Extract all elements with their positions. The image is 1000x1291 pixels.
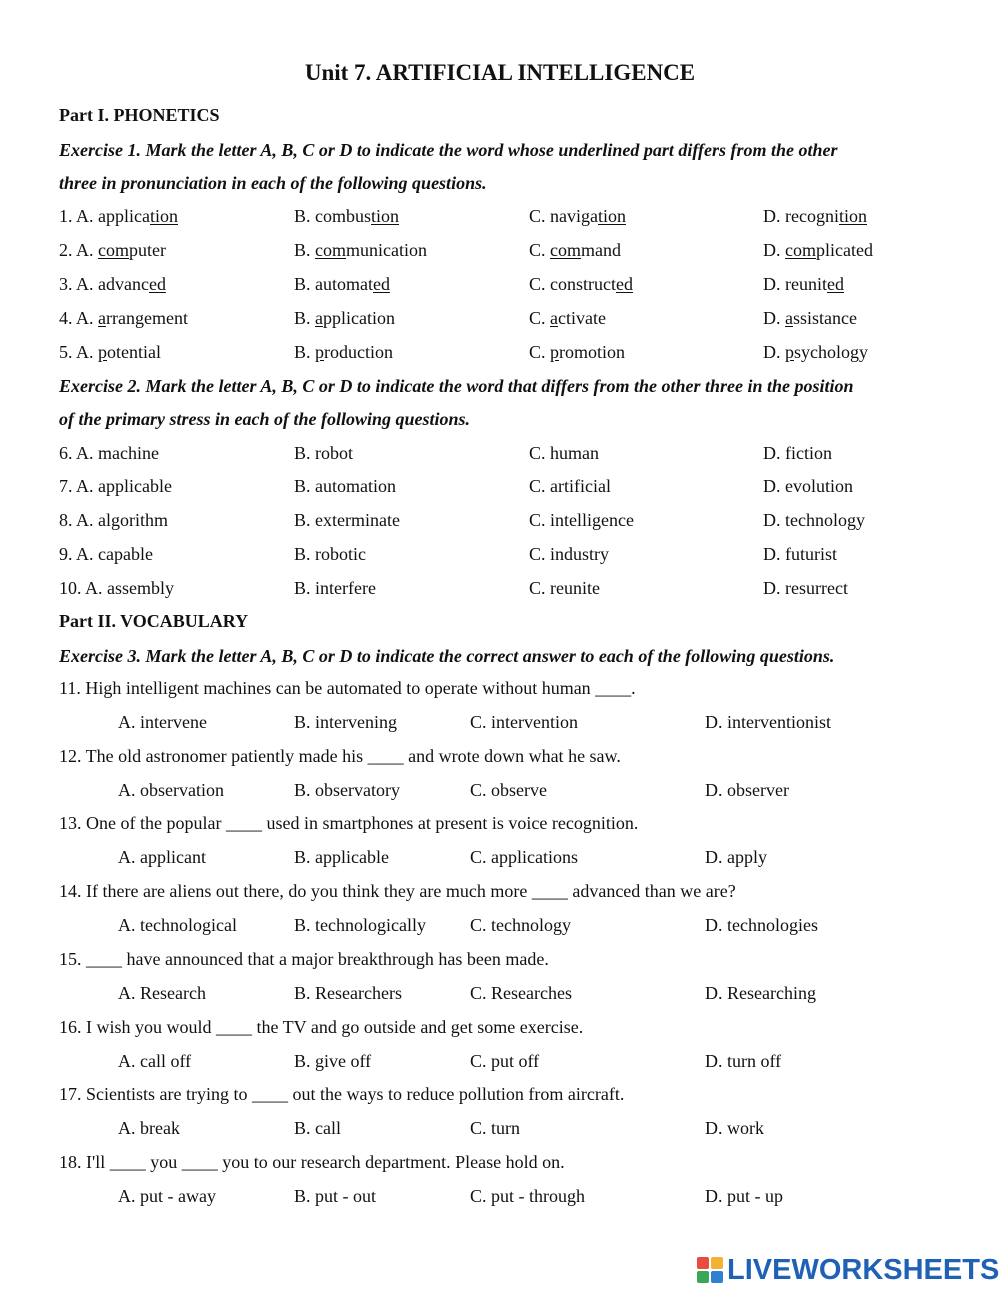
option-text: B. xyxy=(294,240,316,260)
page-title: Unit 7. ARTIFICIAL INTELLIGENCE xyxy=(304,60,696,85)
underlined-part: ed xyxy=(148,274,166,294)
option-5-c[interactable] xyxy=(529,341,625,363)
underlined-part: p xyxy=(550,342,560,362)
option-1-b[interactable] xyxy=(294,205,399,227)
option-text: B. xyxy=(294,308,316,328)
option-10-a[interactable]: 10. A. assembly xyxy=(59,578,174,598)
underlined-part: com xyxy=(550,240,582,260)
underlined-part: a xyxy=(785,308,793,328)
option-15-b[interactable]: B. Researchers xyxy=(294,983,402,1003)
option-13-c[interactable]: C. applications xyxy=(470,847,578,867)
option-4-c[interactable] xyxy=(529,307,606,329)
option-text: 2. A. xyxy=(59,240,99,260)
question-13: 13. One of the popular ____ used in smartphones at present is voice recognition. xyxy=(59,813,639,833)
option-12-c[interactable]: C. observe xyxy=(470,780,547,800)
option-8-a[interactable]: 8. A. algorithm xyxy=(59,510,168,530)
underlined-part: a xyxy=(315,308,324,328)
option-5-d[interactable] xyxy=(763,341,868,363)
option-11-b[interactable]: B. intervening xyxy=(294,712,397,732)
option-text: D. xyxy=(763,240,785,260)
option-text: B. xyxy=(294,342,316,362)
underlined-part: tion xyxy=(838,206,867,226)
option-11-c[interactable]: C. intervention xyxy=(470,712,578,732)
liveworksheets-logo xyxy=(697,1253,999,1287)
option-17-a[interactable]: A. break xyxy=(118,1118,180,1138)
underlined-part: ed xyxy=(826,274,844,294)
option-9-a[interactable]: 9. A. capable xyxy=(59,544,153,564)
option-2-d[interactable] xyxy=(763,239,873,261)
option-text: D. xyxy=(763,308,785,328)
option-text: ssistance xyxy=(793,308,857,328)
option-15-a[interactable]: A. Research xyxy=(118,983,206,1003)
option-text: B. combus xyxy=(294,206,372,226)
underlined-part: p xyxy=(785,342,794,362)
option-12-d[interactable]: D. observer xyxy=(705,780,789,800)
option-12-a[interactable]: A. observation xyxy=(118,780,224,800)
option-text: 3. A. advanc xyxy=(59,274,149,294)
option-6-c[interactable]: C. human xyxy=(529,443,599,463)
question-17: 17. Scientists are trying to ____ out the ways to reduce pollution from aircraft. xyxy=(59,1084,625,1104)
option-text: plicated xyxy=(816,240,873,260)
part-vocabulary-heading: Part II. VOCABULARY xyxy=(59,611,249,631)
underlined-part: p xyxy=(315,342,325,362)
underlined-part: ed xyxy=(616,274,633,294)
option-7-d[interactable]: D. evolution xyxy=(763,476,853,496)
option-17-d[interactable]: D. work xyxy=(705,1118,764,1138)
underlined-part: ed xyxy=(373,274,390,294)
option-text: B. automat xyxy=(294,274,373,294)
option-text: 4. A. xyxy=(59,308,99,328)
exercise-1-instruction-line-1: Exercise 1. Mark the letter A, B, C or D to indicate the word whose underlined part differs from the other xyxy=(59,140,838,160)
option-text: C. xyxy=(529,342,551,362)
option-text: 5. A. xyxy=(59,342,99,362)
option-text: D. recogni xyxy=(763,206,839,226)
underlined-part: com xyxy=(98,240,130,260)
option-text: sychology xyxy=(794,342,868,362)
option-11-d[interactable]: D. interventionist xyxy=(705,712,831,732)
option-text: D. reunit xyxy=(763,274,827,294)
option-3-a[interactable] xyxy=(59,273,166,295)
option-4-b[interactable] xyxy=(294,307,395,329)
option-17-c[interactable]: C. turn xyxy=(470,1118,521,1138)
underlined-part: tion xyxy=(371,206,400,226)
option-5-b[interactable] xyxy=(294,341,393,363)
underlined-part: a xyxy=(98,308,107,328)
option-2-a[interactable] xyxy=(59,239,166,261)
option-13-a[interactable]: A. applicant xyxy=(118,847,206,867)
option-1-a[interactable] xyxy=(59,205,178,227)
option-2-b[interactable] xyxy=(294,239,427,261)
option-8-d[interactable]: D. technology xyxy=(763,510,865,530)
option-9-d[interactable]: D. futurist xyxy=(763,544,837,564)
question-18: 18. I'll ____ you ____ you to our research department. Please hold on. xyxy=(59,1152,565,1172)
option-17-b[interactable]: B. call xyxy=(294,1118,341,1138)
option-14-c[interactable]: C. technology xyxy=(470,915,571,935)
option-1-c[interactable] xyxy=(529,205,626,227)
option-6-a[interactable]: 6. A. machine xyxy=(59,443,159,463)
exercise-3-instruction: Exercise 3. Mark the letter A, B, C or D to indicate the correct answer to each of the following questions. xyxy=(59,646,835,666)
option-14-a[interactable]: A. technological xyxy=(118,915,237,935)
underlined-part: p xyxy=(98,342,108,362)
option-10-b[interactable]: B. interfere xyxy=(294,578,376,598)
option-5-a[interactable] xyxy=(59,341,161,363)
option-11-a[interactable]: A. intervene xyxy=(118,712,207,732)
question-11: 11. High intelligent machines can be automated to operate without human ____. xyxy=(59,678,636,698)
exercise-1-instruction-line-2: three in pronunciation in each of the following questions. xyxy=(59,173,487,193)
option-18-a[interactable]: A. put - away xyxy=(118,1186,216,1206)
option-15-c[interactable]: C. Researches xyxy=(470,983,572,1003)
option-text: rrangement xyxy=(106,308,188,328)
option-text: ctivate xyxy=(558,308,606,328)
logo-squares-icon xyxy=(697,1257,723,1283)
option-6-b[interactable]: B. robot xyxy=(294,443,354,463)
question-16: 16. I wish you would ____ the TV and go outside and get some exercise. xyxy=(59,1017,584,1037)
option-10-d[interactable]: D. resurrect xyxy=(763,578,848,598)
option-3-b[interactable] xyxy=(294,273,390,295)
option-15-d[interactable]: D. Researching xyxy=(705,983,816,1003)
option-8-c[interactable]: C. intelligence xyxy=(529,510,634,530)
option-13-b[interactable]: B. applicable xyxy=(294,847,389,867)
option-16-d[interactable]: D. turn off xyxy=(705,1051,782,1071)
option-8-b[interactable]: B. exterminate xyxy=(294,510,400,530)
question-14: 14. If there are aliens out there, do you think they are much more ____ advanced than we are? xyxy=(59,881,736,901)
option-text: C. naviga xyxy=(529,206,598,226)
option-9-b[interactable]: B. robotic xyxy=(294,544,366,564)
underlined-part: com xyxy=(785,240,816,260)
option-14-b[interactable]: B. technologically xyxy=(294,915,426,935)
option-3-c[interactable] xyxy=(529,273,633,295)
option-1-d[interactable] xyxy=(763,205,867,227)
part-phonetics-heading: Part I. PHONETICS xyxy=(59,105,220,125)
option-text: roduction xyxy=(324,342,394,362)
option-16-b[interactable]: B. give off xyxy=(294,1051,372,1071)
option-text: puter xyxy=(129,240,166,260)
option-text: romotion xyxy=(559,342,626,362)
option-3-d[interactable] xyxy=(763,273,844,295)
option-7-c[interactable]: C. artificial xyxy=(529,476,611,496)
underlined-part: tion xyxy=(598,206,627,226)
option-text: otential xyxy=(107,342,161,362)
question-15: 15. ____ have announced that a major breakthrough has been made. xyxy=(59,949,549,969)
option-12-b[interactable]: B. observatory xyxy=(294,780,400,800)
option-16-a[interactable]: A. call off xyxy=(118,1051,192,1071)
underlined-part: a xyxy=(550,308,559,328)
option-text: C. xyxy=(529,308,551,328)
option-7-b[interactable]: B. automation xyxy=(294,476,396,496)
option-9-c[interactable]: C. industry xyxy=(529,544,610,564)
underlined-part: com xyxy=(315,240,347,260)
option-text: munication xyxy=(346,240,427,260)
option-18-c[interactable]: C. put - through xyxy=(470,1186,585,1206)
option-13-d[interactable]: D. apply xyxy=(705,847,767,867)
option-text: D. xyxy=(763,342,785,362)
option-text: pplication xyxy=(323,308,395,328)
option-16-c[interactable]: C. put off xyxy=(470,1051,540,1071)
option-18-b[interactable]: B. put - out xyxy=(294,1186,377,1206)
option-6-d[interactable]: D. fiction xyxy=(763,443,832,463)
option-text: mand xyxy=(581,240,622,260)
underlined-part: tion xyxy=(149,206,178,226)
option-14-d[interactable]: D. technologies xyxy=(705,915,818,935)
option-text: 1. A. applica xyxy=(59,206,150,226)
option-4-a[interactable] xyxy=(59,307,188,329)
exercise-2-instruction-line-1: Exercise 2. Mark the letter A, B, C or D to indicate the word that differs from the other three in the position xyxy=(59,376,854,396)
option-7-a[interactable]: 7. A. applicable xyxy=(59,476,172,496)
option-4-d[interactable] xyxy=(763,307,857,329)
option-18-d[interactable]: D. put - up xyxy=(705,1186,783,1206)
exercise-2-instruction-line-2: of the primary stress in each of the following questions. xyxy=(59,409,471,429)
option-10-c[interactable]: C. reunite xyxy=(529,578,600,598)
option-text: C. xyxy=(529,240,551,260)
option-2-c[interactable] xyxy=(529,239,621,261)
question-12: 12. The old astronomer patiently made his ____ and wrote down what he saw. xyxy=(59,746,621,766)
option-text: C. construct xyxy=(529,274,616,294)
logo-text: LIVEWORKSHEETS xyxy=(727,1253,1000,1286)
